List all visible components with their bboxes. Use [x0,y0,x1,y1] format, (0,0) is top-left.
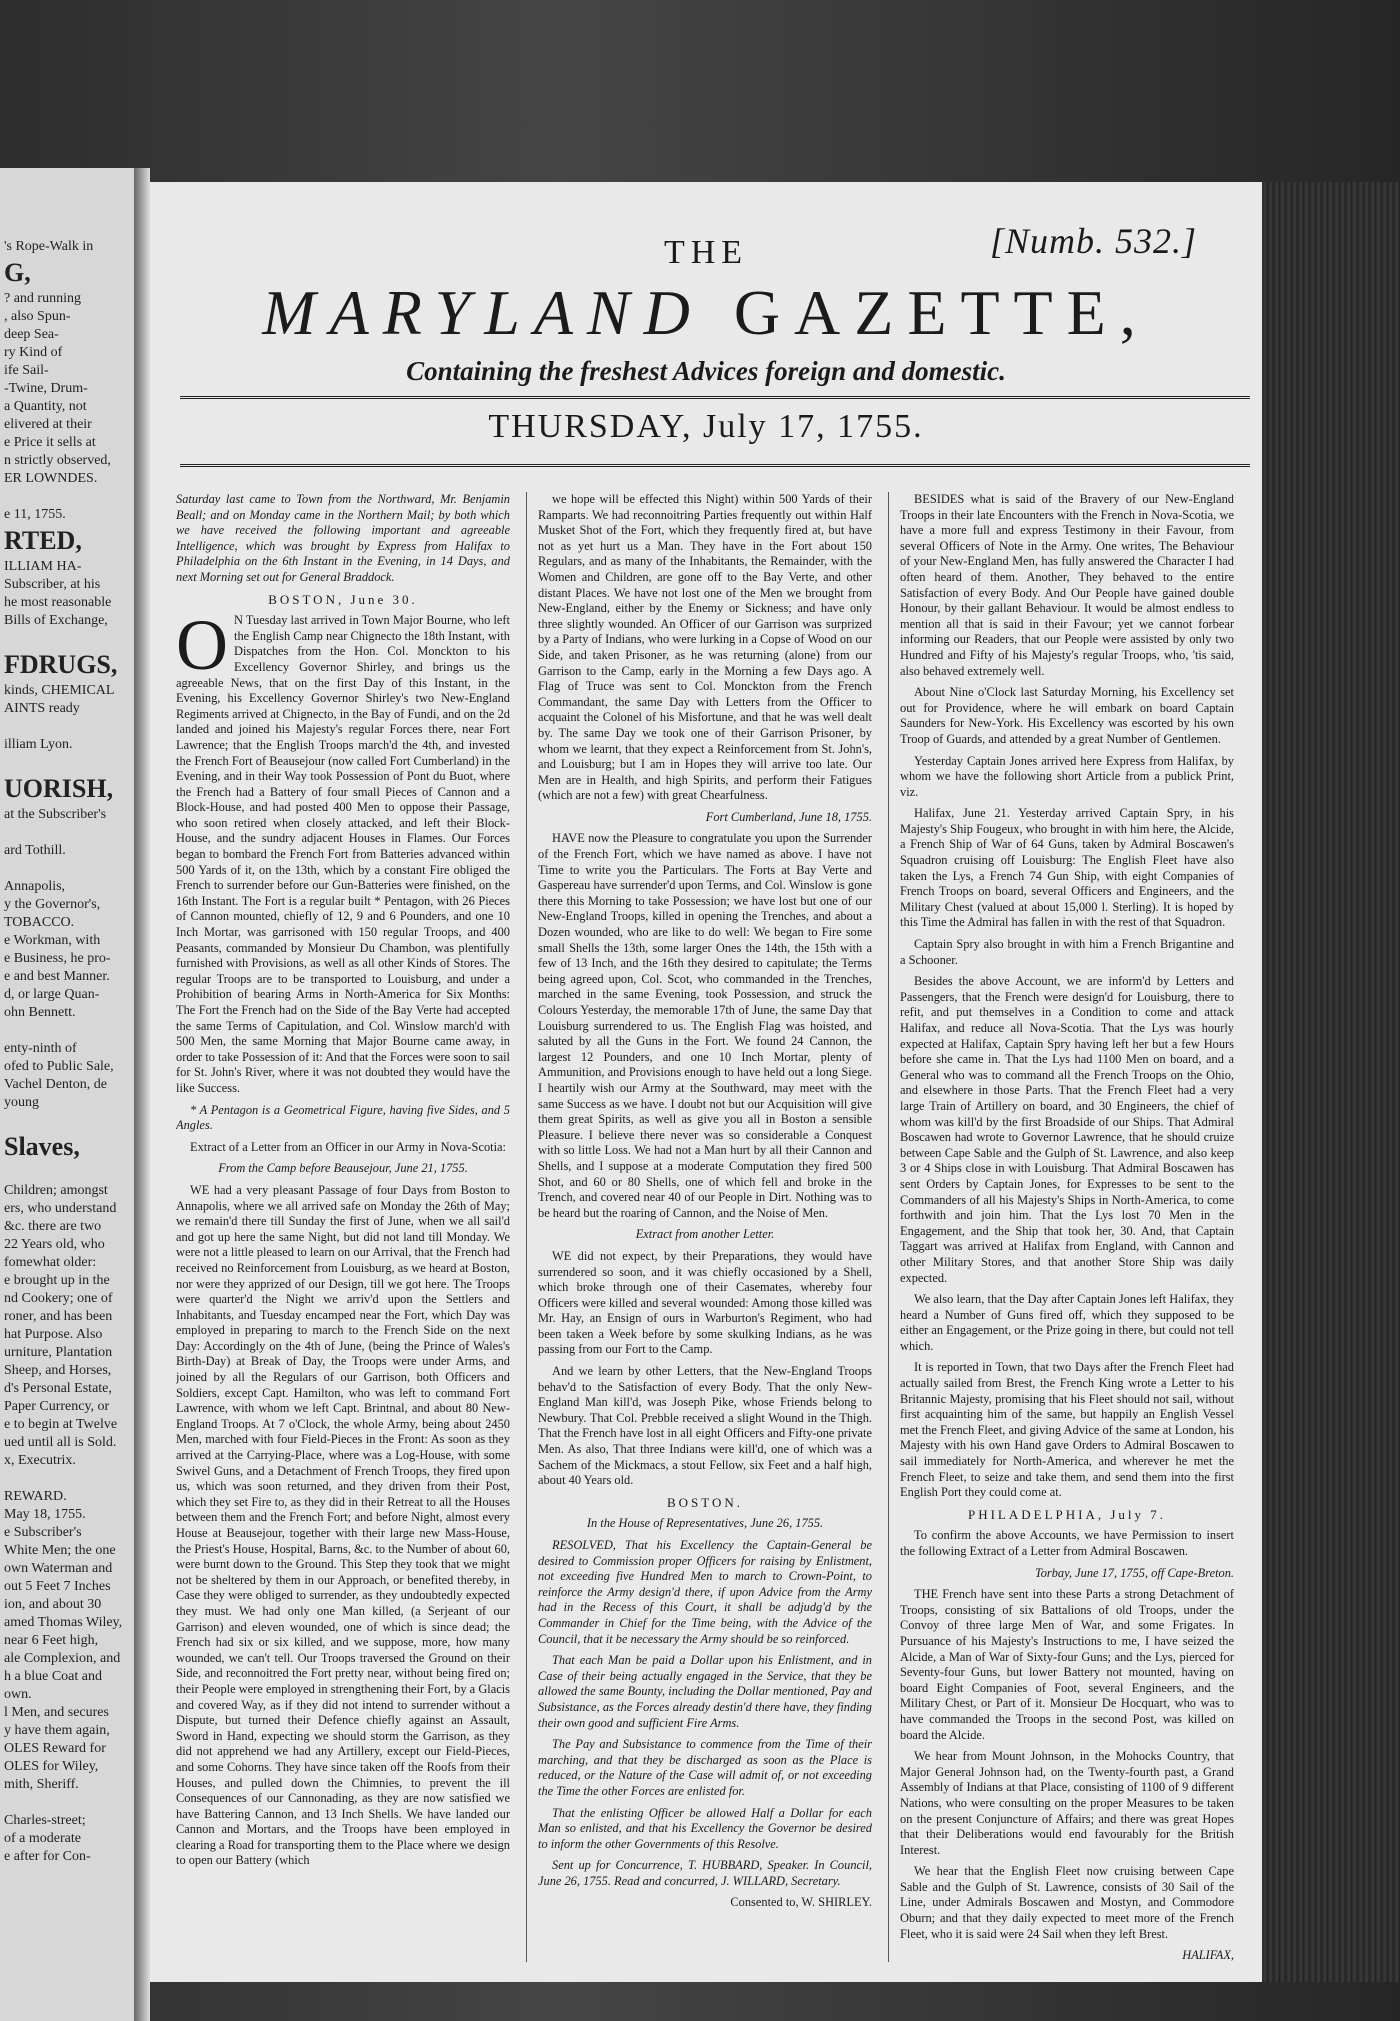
left-page-line [4,1022,130,1040]
left-page-line: elivered at their [4,417,92,432]
left-page-line: ers, who understand [4,1201,117,1216]
left-page-line: young [4,1095,39,1110]
left-page-line: amed Thomas Wiley, [4,1615,123,1630]
left-page-line: e Price it sells at [4,435,96,450]
left-page-line [4,1164,130,1182]
book-page-edges [1262,182,1400,1982]
col1-article-1: N Tuesday last arrived in Town Major Bourne, who left the English Camp near Chignecto the 18th Instant, with Dispatches from the Hon. Col. Monckton to his Excellency Governor Shirley, and brings us the agreeable News, that on the first Day of this Instant, in the Evening, his Excellency Governor Shirley's two New-England Regiments arrived at Chignecto, in the Bay of Fundi, and on the 2d landed and joined his Majesty's regular Forces there, near Fort Lawrence; that the English Troops march'd the 4th, and invested the French Fort of Beausejour (now called Fort Cumberland) in the Evening, and in their Way took Possession of Pont du Buot, where the French had a Battery of four small Pieces of Cannon and a Block-House, and had posted 400 Men to oppose their Passage, who soon retired when closely attacked, and left their Block-House, and the sundry adjacent Houses in Flames. Our Forces began to bombard the French Fort from Batteries advanced within 500 Yards of it, on the 13th, which by a constant Fire obliged the French to surrender before our Gun-Batteries were finished, on the 16th Instant. The Fort is a regular built * Pentagon, with 26 Pieces of Cannon mounted, chiefly of 12, 9 and 6 Pounders, and one 10 Inch Mortar, was garrisoned with 150 regular Troops, and 400 Peasants, commanded by Monsieur Du Chambon, was plentifully furnished with Provisions, as well as all other Kinds of Stores. The regular Troops are to be transported to Louisburg, and under a Prohibition of bearing Arms in North-America for Six Months: The Fort the French had on the Side of the Bay Verte had accepted the same Terms of Capitulation, and Col. Winslow march'd with 500 Men, the same Morning that Major Bourne came away, in order to take Possession of it: And that the Forces were soon to sail for St. John's River, where it was not doubted they would have the like Success. [176,613,510,1095]
left-page-line: e after for Con- [4,1849,91,1864]
left-page-line: at the Subscriber's [4,807,107,822]
left-page-line: ohn Bennett. [4,1005,76,1020]
col1-intro: Saturday last came to Town from the Northward, Mr. Benjamin Beall; and on Monday came in the Northern Mail; by both which we have received the following important and agreeable Intelligence, which was brought by Express from Halifax to Philadelphia on the 6th Instant in the Evening, in 14 Days, and next Morning set out for General Braddock. [176,492,510,584]
col1-extract-heading: Extract of a Letter from an Officer in our Army in Nova-Scotia: [190,1139,506,1154]
left-page-line: 's Rope-Walk in [4,239,94,254]
left-page-line: ued until all is Sold. [4,1435,117,1450]
left-page-line: OLES Reward for [4,1741,106,1756]
masthead-rule-bottom [180,464,1250,467]
left-page-line: ry Kind of [4,345,63,360]
left-page-line: ard Tothill. [4,843,66,858]
left-page-line: Slaves, [4,1132,80,1161]
left-page-line [4,860,130,878]
col1-footnote: * A Pentagon is a Geometrical Figure, having five Sides, and 5 Angles. [176,1102,510,1133]
left-page-line [4,754,130,772]
masthead-title-gazette: GAZETTE, [733,277,1150,348]
left-page-line: REWARD. [4,1489,67,1504]
left-page-line: Paper Currency, or [4,1399,110,1414]
left-page-line: x, Executrix. [4,1453,76,1468]
col2-resolve-dollar: That each Man be paid a Dollar upon his Enlistment, and in Case of their being actually engaged in the Service, that they be allowed the same Bounty, including the Dollar mentioned, Pay and Subsistance, as the Forces already destin'd there have, they finding their own good and sufficient Fire Arms. [538,1653,872,1730]
col3-french-king-letter: It is reported in Town, that two Days after the French Fleet had actually sailed from Brest, the French King wrote a Letter to his Britannic Majesty, promising that his Fleet should not sail, without first acquainting him of the same, but happily an English Vessel met the French Fleet, and giving Advice of the same at London, his Majesty with his own Hand gave Orders to Admiral Boscawen to sail immediately for North-America, and wherever he met the French Fleet, to seize and take them, and send them into the first English Port they could come at. [900,1360,1234,1500]
col1-dropcap: O [176,605,228,686]
col1-letter-dateline: From the Camp before Beausejour, June 21, 1755. [218,1161,468,1176]
left-page-line: fomewhat older: [4,1255,97,1270]
left-page-line: of a moderate [4,1831,81,1846]
left-page-line: urniture, Plantation [4,1345,113,1360]
left-page-line: near 6 Feet high, [4,1633,99,1648]
left-page-line: deep Sea- [4,327,59,342]
left-facing-page [0,168,134,2021]
left-page-line: UORISH, [4,774,114,803]
col3-governor-departure: About Nine o'Clock last Saturday Morning, his Excellency set out for Providence, where he will embark on board Captain Saunders for New-York. His Excellency was escorted by his own Troop of Guards, and attended by a great Number of Gentlemen. [900,685,1234,746]
left-page-line: mith, Sheriff. [4,1777,79,1792]
col1-letter-body: WE had a very pleasant Passage of four Days from Boston to Annapolis, where we all arrived safe on Monday the 26th of May; we remain'd there till Sunday the first of June, when we all sail'd and got up here the same Night, but did not land till Monday. We were not a little pleased to learn on our Arrival, that the French had received no Reinforcement from Louisburg, as we heard at Boston, nor were they apprized of our Design, till we got here. The Troops were quarter'd the Night we arriv'd upon the Settlers and Inhabitants, and Tuesday encamped near the Fort, which Day was employed in preparing to march to the French Side on the next Day: Accordingly on the 4th of June, (being the Prince of Wales's Birth-Day) at Break of Day, the Troops were under Arms, and joined by all the Regulars of our Garrison, both Officers and Soldiers, except Capt. Hamilton, who was left to command Fort Lawrence, with whom we left Capt. Brintnal, and about 80 New-England Troops. At 7 o'Clock, the whole Army, being about 2450 Men, marched with four Field-Pieces in the Front: As soon as they arrived at the Carrying-Place, where was a Log-House, with some Swivel Guns, and a Detachment of French Troops, they fired upon us, which was soon returned, and they driven from their Post, which they set Fire to, as they did in their Retreat to all the Houses between them and the French Fort; and before Night, almost every House at Beausejour, together with their large new Mass-House, the Priest's House, Hospital, Barns, &c. to the Number of about 60, were burnt down to the Ground. This Step they took that we might not be sheltered by them in our Approach, or benefited thereby, in Case they were obliged to surrender, as they undoubtedly expected they must. We had only one Man killed, (a Serjeant of our Garrison) and eleven wounded, one of which is since dead; the French had six or six killed, and we suppose, more, how many wounded, we can't tell. Our Troops traversed the Ground on their Side, and reconnoitred the Fort pretty near, without being fired on; their People were employed in strengthening their Fort, by a Glacis and covered Way, as if they did not intend to surrender without a Dispute, but turned their Defence chiefly against an Assault, Sword in Hand, expecting we should storm the Garrison, as they did not apprehend we had any Artillery, except our Field-Pieces, and some Cohorns. They have since taken off the Roofs from their Houses, and pulled down the Chimnies, to prevent the ill Consequences of our Cannonading, as they are now satisfied we have Battering Cannon, and 13 Inch Shells. We have landed our Cannon and Mortars, and the Troops have been employed in clearing a Road for transporting them to the Place where we design to open our Battery (which [176,1182,510,1868]
column-1 [176,492,510,1972]
left-page-line: AINTS ready [4,701,80,716]
left-page-line: Vachel Denton, de [4,1077,108,1092]
col3-boscawen-letter: THE French have sent into these Parts a strong Detachment of Troops, consisting of six Battalions of old Troops, under the Convoy of three large Men of War, and some Frigates. In Pursuance of his Majesty's Instructions to me, I have seized the Alcide, a Man of War of Sixty-four Guns; and the Lys, pierced for Seventy-four Guns, but lower Battery not mounted, having on board Eight Companies of Foot, several Engineers, and the Military Chest, or Part of it. Monsieur De Hocquart, who was to have commanded the Troops in the second Post, was killed on board the Alcide. [900,1587,1234,1742]
left-page-line: Subscriber, at his [4,577,101,592]
left-page-line: ER LOWNDES. [4,471,98,486]
left-page-line: &c. there are two [4,1219,102,1234]
masthead-rule-top [180,396,1250,399]
left-page-line: e and best Manner. [4,969,110,984]
col2-another-letter: WE did not expect, by their Preparations, they would have surrendered so soon, and it was chiefly occasioned by a Shell, which broke through one of their Casemates, whereby four Officers were killed and several wounded: Among those killed was Mr. Hay, an Ensign of ours in Warburton's Regiment, who had been taken a Week before by some skulking Indians, as he was passing from our Fort to the Camp. [538,1248,872,1357]
col3-french-design: Besides the above Account, we are inform'd by Letters and Passengers, that the French were design'd for Louisburg, there to refit, and put themselves in a Condition to come and attack Halifax, and reduce all Nova-Scotia. That the Lys was hourly expected at Halifax, Captain Spry having left her but a few Hours before she came in. That the Lys had 1100 Men on board, and a General who was to command all the French Troops on the Ohio, and elsewhere in those Parts. That the French Fleet had a very large Train of Artillery on board, and 30 Engineers, the chief of whom was kill'd by the first Broadside of our Ships. That Admiral Boscawen had wrote to Governor Lawrence, that he should cruize between Cape Sable and the Gulph of St. Lawrence, and also keep 3 or 4 Ships close in with Louisburg. That Admiral Boscawen has sent Orders by Captain Jones, for Expresses to be sent to the Commanders of all his Majesty's Ships in North-America, to come forthwith and join him. That the Lys lost 70 Men in the Engagement, and the Ship that took her, 30. And, that Captain Taggart was arrived at Halifax from England, with Cannon and other Military Stores, and that another Store Ship was daily expected. [900,974,1234,1285]
left-page-line: Charles-street; [4,1813,86,1828]
left-page-line: roner, and has been [4,1309,113,1324]
col2-resolved: RESOLVED, That his Excellency the Captain-General be desired to Commission proper Officers for raising by Enlistment, not exceeding five Hundred Men to march to Crown-Point, to reinforce the Army design'd there, if upon Advice from the Army had in the Recess of this Court, it shall be adjudg'd by the Commander in Chief for the Time being, with the Advice of the Council, that it be necessary the Army should be so reinforced. [538,1538,872,1646]
left-page-line: G, [4,258,31,287]
left-page-line: h a blue Coat and [4,1669,102,1684]
left-page-line: May 18, 1755. [4,1507,86,1522]
column-3 [900,492,1234,1972]
left-page-line [4,718,130,736]
left-page-line: enty-ninth of [4,1041,77,1056]
left-page-line: -Twine, Drum- [4,381,88,396]
col2-resolve-pay: The Pay and Subsistance to commence from the Time of their marching, and that they be discharged as soon as the Place is reduced, or the Nature of the Case will admit of, or not exceeding the Time the other Forces are enlisted for. [538,1737,872,1798]
left-page-line: ? and running [4,291,81,306]
left-page-line: hat Purpose. Also [4,1327,103,1342]
col2-concurrence: Sent up for Concurrence, T. HUBBARD, Speaker. In Council, June 26, 1755. Read and concurred, J. WILLARD, Secretary. [538,1858,872,1888]
col2-new-england-troops: And we learn by other Letters, that the New-England Troops behav'd to the Satisfaction of every Body. That the only New-England Man kill'd, was Joseph Pike, whose Friends belong to Newbury. That Col. Prebble received a slight Wound in the Thigh. That the French have lost in all eight Officers and Fifty-one private Men. As also, That three Indians were kill'd, one of which was a Sachem of the Mickmacs, a stout Fellow, six Feet and a half high, about 40 Years old. [538,1364,872,1488]
left-page-line [4,488,130,506]
left-page-line: ife Sail- [4,363,49,378]
masthead-subtitle: Containing the freshest Advices foreign and domestic. [406,356,1006,386]
col2-fort-dateline: Fort Cumberland, June 18, 1755. [705,809,872,824]
col3-captain-jones: Yesterday Captain Jones arrived here Express from Halifax, by whom we have the following short Article from a publick Print, viz. [900,753,1234,799]
col3-catchword: HALIFAX, [1182,1948,1234,1963]
col3-torbay-dateline: Torbay, June 17, 1755, off Cape-Breton. [1034,1565,1234,1580]
col2-house-heading: In the House of Representatives, June 26, 1755. [586,1516,824,1531]
left-page-line: illiam Lyon. [4,737,73,752]
left-page-line: y the Governor's, [4,897,101,912]
left-page-line [4,1470,130,1488]
issue-number: [Numb. 532.] [990,221,1198,261]
left-page-line: White Men; the one [4,1543,116,1558]
left-page-line: own Waterman and [4,1561,113,1576]
left-page-line: ofed to Public Sale, [4,1059,114,1074]
col3-english-fleet: We hear that the English Fleet now cruising between Cape Sable and the Gulph of St. Lawrence, consists of 30 Sail of the Line, under Admirals Boscawen and Mostyn, and Commodore Oburn; and that they daily expected to meet more of the French Fleet, who it is said were 24 Sail when they left Brest. [900,1864,1234,1941]
left-page-line: y have them again, [4,1723,110,1738]
left-page-line [4,630,130,648]
col3-besides: BESIDES what is said of the Bravery of our New-England Troops in their late Encounters with the French in Nova-Scotia, we have a more full and express Testimony in their Favour, from several Officers of Note in the Army. One writes, The Behaviour of your New-England Men, has fully answered the Character I had often heard of them. Another, They behaved to the entire Satisfaction of every Body. And Our People have gained double Honour, by their gallant Behaviour. It would be almost endless to mention all that is said in their Favour; yet we cannot forbear informing our Readers, that our People were assisted by only two Hundred and Fifty of his Majesty's regular Troops, who, 'tis said, also behaved extremely well. [900,492,1234,678]
left-page-line: l Men, and secures [4,1705,109,1720]
left-page-line: ion, and about 30 [4,1597,102,1612]
left-page-line [4,1794,130,1812]
left-page-line [4,1112,130,1130]
column-divider-1 [526,492,527,1962]
left-page-line: d's Personal Estate, [4,1381,112,1396]
masthead-title [150,274,1262,352]
left-page-line: 22 Years old, who [4,1237,105,1252]
left-page-line: out 5 Feet 7 Inches [4,1579,111,1594]
masthead-title-maryland: MARYLAND [262,277,704,348]
left-page-line: ILLIAM HA- [4,559,82,574]
left-page-line: e brought up in the [4,1273,110,1288]
left-page-line: e Subscriber's [4,1525,82,1540]
left-page-line: RTED, [4,526,82,555]
col2-resolve-officer: That the enlisting Officer be allowed Half a Dollar for each Man so enlisted, and that his Excellency the Governor be desired to inform the other Governments of this Resolve. [538,1805,872,1851]
left-page-line: Annapolis, [4,879,66,894]
left-page-line: n strictly observed, [4,453,111,468]
col3-spry-prizes: Captain Spry also brought in with him a French Brigantine and a Schooner. [900,937,1234,967]
left-page-line: Bills of Exchange, [4,613,108,628]
left-page-line: e Workman, with [4,933,101,948]
col3-philadelphia-dateline: PHILADELPHIA, July 7. [967,1506,1167,1522]
col2-letter-continued: we hope will be effected this Night) within 500 Yards of their Ramparts. We had reconnoitring Parties frequently out within Half Musket Shot of the Fort, which they frequently fired at, but have not as yet hurt us a Man. They have in the Fort about 150 Regulars, and as many of the Inhabitants, the Remainder, with the Women and Children, are gone off to the Bay Verte, and other distant Places. We have not lost one of the Men we brought from New-England, either by the Enemy or Sickness; and have only three slightly wounded. An Officer of our Garrison was surprized by a Party of Indians, who were lurking in a Copse of Wood on our Side, and taken Prisoner, as he was returning (alone) from our Garrison to the Camp, early in the Morning a few Days ago. A Flag of Truce was sent to Col. Monckton from the French Commandant, the same Day with Letters from the Officer to acquaint the Colonel of his Misfortune, and that he was well dealt by. The same Day we took one of their Garrison Prisoner, by whom we learnt, that they expect a Reinforcement from St. John's, and Louisburg; but I am in Hopes they will arrive too late. Our Men are in Health, and high Spirits, and perform their Fatigues (which are not a few) with great Chearfulness. [538,492,872,803]
left-page-line: e 11, 1755. [4,507,66,522]
issue-date: THURSDAY, July 17, 1755. [488,408,924,445]
col3-guns-heard: We also learn, that the Day after Captain Jones left Halifax, they heard a Number of Guns fired off, which they supposed to be either an Engagement, or the Prize going in there, but could not tell which. [900,1292,1234,1353]
left-page-line: a Quantity, not [4,399,87,414]
col3-permission: To confirm the above Accounts, we have Permission to insert the following Extract of a Letter from Admiral Boscawen. [900,1528,1234,1558]
left-page-line [4,824,130,842]
left-page-text-column [4,238,130,1866]
left-page-line: FDRUGS, [4,650,118,679]
left-page-line: kinds, CHEMICAL [4,683,115,698]
col1-dateline: BOSTON, June 30. [268,591,418,607]
left-page-line: d, or large Quan- [4,987,100,1002]
left-page-line: Children; amongst [4,1183,108,1198]
column-2 [538,492,872,1972]
left-page-line: e to begin at Twelve [4,1417,118,1432]
left-page-line: e Business, he pro- [4,951,111,966]
newspaper-page [150,182,1262,1982]
column-divider-2 [888,492,889,1962]
col3-mount-johnson: We hear from Mount Johnson, in the Mohocks Country, that Major General Johnson had, on the Twenty-fourth past, a Grand Assembly of Indians at that Place, consisting of 1100 of 9 different Nations, who were consulting on the proper Measures to be taken on the present Conjuncture of Affairs; and there was great Hopes that their Deliberations would end favourably for the British Interest. [900,1749,1234,1857]
left-page-line: he most reasonable [4,595,112,610]
col2-consented-signature: Consented to, W. SHIRLEY. [730,1895,872,1910]
left-page-line: , also Spun- [4,309,71,324]
left-page-line: OLES for Wiley, [4,1759,99,1774]
col3-halifax-report: Halifax, June 21. Yesterday arrived Captain Spry, in his Majesty's Ship Fougeux, who brought in with him here, the Alcide, a French Ship of War of 64 Guns, taken by Admiral Boscawen's Squadron cruising off Louisburg: The English Fleet have also taken the Lys, a French 74 Gun Ship, with eight Companies of French Troops on board, several Officers and Engineers, and the Military Chest (valued at about 15,000 l. Sterling). It is hoped by this Time the Admiral has fallen in with the rest of that Squadron. [900,806,1234,930]
col2-fort-letter: HAVE now the Pleasure to congratulate you upon the Surrender of the French Fort, which we have named as above. I have not Time to write you the Particulars. The Forts at Bay Verte and Gaspereau have surrender'd upon Terms, and Col. Winslow is gone there this Morning to take Possession; we have lost but one of our New-England Troops, killed in opening the Trenches, and about a Dozen wounded, who are like to do well: We began to Fire some small Shells the 13th, some larger Ones the 14th, the 15th with a few of 13 Inch, and the 16th they desired to capitulate; the Terms being agreed upon, Col. Scot, who commanded in the Trenches, marched in the same Evening, took Possession, and struck the Colours Yesterday, the memorable 17th of June, the same Day that Louisburg surrendered to us. The English Flag was hoisted, and saluted by all the Guns in the Fort. We found 24 Cannon, the largest 12 Pounders, and one 10 Inch Mortar, plenty of Ammunition, and Provisions enough to have held out a long Siege. I heartily wish our Army at the Southward, may meet with the same Success as we have. I doubt not but our Acquisition will give them great Spirits, as well as give you all in Boston a sensible Pleasure. I believe there never was so considerable a Conquest with so little Loss. We had not a Man hurt by all their Cannon and Shells, and I suppose at a moderate Computation they fired 500 Shot, and 60 or 80 Shells, one of which fell and broke in the Trench, and covered near 40 of our People in Dirt. Nothing was to be heard but the roaring of Cannon, and the Noise of Men. [538,831,872,1220]
book-gutter [134,168,150,2021]
masthead-the: THE [663,234,749,271]
left-page-line: own. [4,1687,32,1702]
left-page-line: Sheep, and Horses, [4,1363,112,1378]
left-page-line: ale Complexion, and [4,1651,121,1666]
left-page-line: TOBACCO. [4,915,75,930]
col2-extract-heading: Extract from another Letter. [635,1227,775,1242]
left-page-line: nd Cookery; one of [4,1291,113,1306]
col2-boston-dateline: BOSTON. [666,1494,744,1510]
